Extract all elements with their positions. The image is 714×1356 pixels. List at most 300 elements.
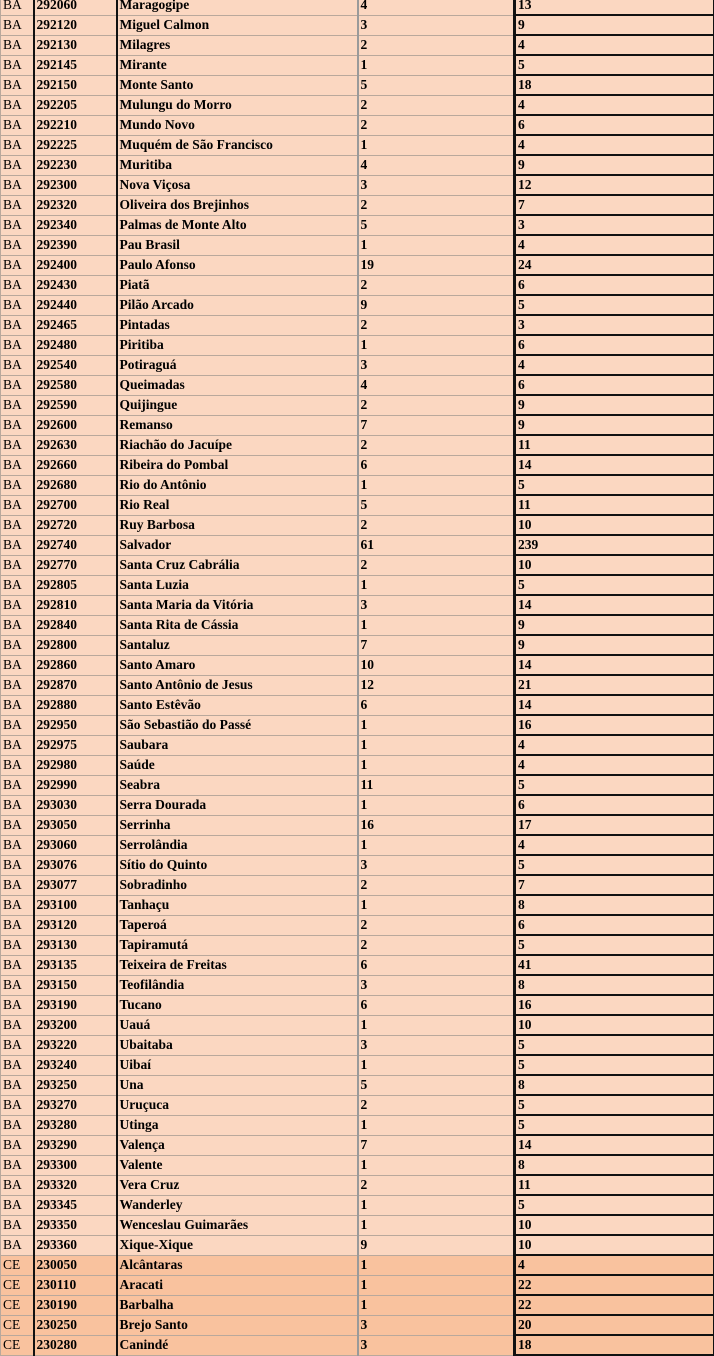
cell-municipality-code[interactable]: 293190 [34,995,117,1015]
cell-state[interactable]: BA [1,35,34,55]
cell-value-a[interactable]: 2 [358,1175,515,1195]
cell-value-a[interactable]: 1 [358,1195,515,1215]
cell-value-a[interactable]: 5 [358,75,515,95]
cell-municipality-code[interactable]: 293076 [34,855,117,875]
cell-municipality-name[interactable]: Taperoá [117,915,358,935]
cell-municipality-code[interactable]: 230110 [34,1275,117,1295]
cell-state[interactable]: BA [1,855,34,875]
cell-state[interactable]: BA [1,255,34,275]
cell-value-a[interactable]: 10 [358,655,515,675]
cell-municipality-code[interactable]: 293130 [34,935,117,955]
cell-value-b[interactable]: 7 [515,875,714,895]
cell-state[interactable]: BA [1,995,34,1015]
cell-value-a[interactable]: 1 [358,755,515,775]
cell-value-a[interactable]: 3 [358,1035,515,1055]
cell-municipality-code[interactable]: 293290 [34,1135,117,1155]
cell-value-a[interactable]: 2 [358,315,515,335]
cell-value-a[interactable]: 2 [358,35,515,55]
cell-state[interactable]: BA [1,355,34,375]
cell-municipality-name[interactable]: Tucano [117,995,358,1015]
cell-value-a[interactable]: 7 [358,1135,515,1155]
cell-municipality-name[interactable]: Alcântaras [117,1255,358,1275]
cell-value-a[interactable]: 2 [358,875,515,895]
cell-state[interactable]: BA [1,475,34,495]
cell-state[interactable]: BA [1,615,34,635]
cell-municipality-name[interactable]: Piritiba [117,335,358,355]
cell-municipality-name[interactable]: Sobradinho [117,875,358,895]
cell-municipality-name[interactable]: Sítio do Quinto [117,855,358,875]
cell-state[interactable]: BA [1,1075,34,1095]
cell-value-b[interactable]: 8 [515,975,714,995]
cell-state[interactable]: BA [1,695,34,715]
cell-state[interactable]: BA [1,775,34,795]
cell-state[interactable]: BA [1,455,34,475]
cell-value-a[interactable]: 1 [358,235,515,255]
cell-state[interactable]: BA [1,275,34,295]
cell-municipality-name[interactable]: Una [117,1075,358,1095]
cell-value-b[interactable]: 11 [515,495,714,515]
cell-value-b[interactable]: 5 [515,775,714,795]
cell-value-b[interactable]: 16 [515,995,714,1015]
cell-municipality-name[interactable]: Santaluz [117,635,358,655]
cell-value-a[interactable]: 3 [358,595,515,615]
cell-state[interactable]: BA [1,975,34,995]
cell-municipality-name[interactable]: Pau Brasil [117,235,358,255]
cell-value-a[interactable]: 6 [358,955,515,975]
cell-state[interactable]: BA [1,295,34,315]
cell-state[interactable]: BA [1,235,34,255]
cell-state[interactable]: BA [1,795,34,815]
cell-municipality-name[interactable]: Nova Viçosa [117,175,358,195]
cell-value-a[interactable]: 7 [358,415,515,435]
cell-state[interactable]: BA [1,195,34,215]
cell-state[interactable]: BA [1,375,34,395]
cell-value-b[interactable]: 4 [515,235,714,255]
cell-municipality-name[interactable]: Santa Cruz Cabrália [117,555,358,575]
cell-municipality-code[interactable]: 292225 [34,135,117,155]
cell-value-b[interactable]: 10 [515,515,714,535]
cell-municipality-code[interactable]: 292990 [34,775,117,795]
cell-value-b[interactable]: 24 [515,255,714,275]
cell-municipality-code[interactable]: 292440 [34,295,117,315]
cell-municipality-name[interactable]: Muritiba [117,155,358,175]
cell-municipality-name[interactable]: Mulungu do Morro [117,95,358,115]
cell-municipality-code[interactable]: 292210 [34,115,117,135]
cell-state[interactable]: BA [1,895,34,915]
cell-municipality-code[interactable]: 292150 [34,75,117,95]
cell-value-a[interactable]: 3 [358,1335,515,1355]
cell-municipality-name[interactable]: Mundo Novo [117,115,358,135]
cell-value-a[interactable]: 4 [358,375,515,395]
cell-state[interactable]: BA [1,435,34,455]
cell-value-b[interactable]: 7 [515,195,714,215]
cell-state[interactable]: BA [1,875,34,895]
cell-state[interactable]: CE [1,1335,34,1355]
cell-state[interactable]: BA [1,1215,34,1235]
cell-value-b[interactable]: 4 [515,95,714,115]
cell-municipality-code[interactable]: 293077 [34,875,117,895]
cell-state[interactable]: BA [1,655,34,675]
cell-municipality-name[interactable]: Valença [117,1135,358,1155]
cell-value-a[interactable]: 1 [358,335,515,355]
cell-value-a[interactable]: 11 [358,775,515,795]
cell-municipality-code[interactable]: 292840 [34,615,117,635]
cell-value-a[interactable]: 2 [358,935,515,955]
cell-municipality-name[interactable]: Barbalha [117,1295,358,1315]
cell-value-a[interactable]: 1 [358,715,515,735]
cell-municipality-code[interactable]: 293100 [34,895,117,915]
cell-municipality-code[interactable]: 292400 [34,255,117,275]
cell-value-a[interactable]: 3 [358,175,515,195]
cell-municipality-code[interactable]: 230250 [34,1315,117,1335]
cell-municipality-code[interactable]: 293300 [34,1155,117,1175]
cell-value-a[interactable]: 3 [358,855,515,875]
cell-state[interactable]: BA [1,915,34,935]
cell-state[interactable]: BA [1,95,34,115]
cell-value-b[interactable]: 17 [515,815,714,835]
cell-state[interactable]: BA [1,815,34,835]
cell-value-b[interactable]: 14 [515,455,714,475]
cell-municipality-name[interactable]: Aracati [117,1275,358,1295]
cell-value-b[interactable]: 4 [515,1255,714,1275]
cell-value-b[interactable]: 14 [515,695,714,715]
cell-value-b[interactable]: 5 [515,475,714,495]
cell-municipality-name[interactable]: Ruy Barbosa [117,515,358,535]
cell-value-a[interactable]: 2 [358,435,515,455]
cell-state[interactable]: BA [1,935,34,955]
cell-state[interactable]: BA [1,395,34,415]
cell-value-b[interactable]: 4 [515,135,714,155]
cell-value-a[interactable]: 5 [358,1075,515,1095]
cell-value-b[interactable]: 3 [515,215,714,235]
cell-state[interactable]: BA [1,735,34,755]
cell-value-a[interactable]: 1 [358,1215,515,1235]
cell-municipality-code[interactable]: 293360 [34,1235,117,1255]
cell-value-a[interactable]: 1 [358,575,515,595]
cell-municipality-code[interactable]: 292145 [34,55,117,75]
cell-value-b[interactable]: 14 [515,1135,714,1155]
cell-value-b[interactable]: 5 [515,1195,714,1215]
cell-value-a[interactable]: 16 [358,815,515,835]
cell-municipality-name[interactable]: Pilão Arcado [117,295,358,315]
cell-municipality-name[interactable]: Salvador [117,535,358,555]
cell-municipality-name[interactable]: Serrolândia [117,835,358,855]
cell-value-a[interactable]: 9 [358,295,515,315]
cell-value-a[interactable]: 2 [358,515,515,535]
cell-municipality-code[interactable]: 292430 [34,275,117,295]
cell-value-a[interactable]: 3 [358,1315,515,1335]
cell-municipality-name[interactable]: Uauá [117,1015,358,1035]
cell-value-b[interactable]: 4 [515,735,714,755]
cell-municipality-name[interactable]: Brejo Santo [117,1315,358,1335]
cell-municipality-code[interactable]: 292950 [34,715,117,735]
cell-municipality-name[interactable]: Santo Estêvão [117,695,358,715]
cell-value-b[interactable]: 14 [515,655,714,675]
cell-value-b[interactable]: 41 [515,955,714,975]
cell-value-a[interactable]: 1 [358,615,515,635]
cell-municipality-name[interactable]: Mirante [117,55,358,75]
cell-state[interactable]: BA [1,155,34,175]
cell-municipality-code[interactable]: 293270 [34,1095,117,1115]
cell-municipality-name[interactable]: Queimadas [117,375,358,395]
cell-municipality-code[interactable]: 292870 [34,675,117,695]
cell-state[interactable]: BA [1,1015,34,1035]
cell-state[interactable]: BA [1,335,34,355]
cell-municipality-code[interactable]: 292660 [34,455,117,475]
cell-municipality-name[interactable]: Rio do Antônio [117,475,358,495]
cell-state[interactable]: BA [1,415,34,435]
cell-value-b[interactable]: 4 [515,755,714,775]
cell-value-b[interactable]: 6 [515,915,714,935]
cell-municipality-code[interactable]: 292975 [34,735,117,755]
cell-state[interactable]: BA [1,635,34,655]
cell-state[interactable]: BA [1,515,34,535]
cell-value-a[interactable]: 1 [358,1295,515,1315]
cell-municipality-code[interactable]: 293250 [34,1075,117,1095]
cell-value-b[interactable]: 3 [515,315,714,335]
cell-municipality-code[interactable]: 292740 [34,535,117,555]
cell-value-a[interactable]: 4 [358,0,515,15]
cell-state[interactable]: BA [1,715,34,735]
cell-state[interactable]: BA [1,1195,34,1215]
cell-value-a[interactable]: 7 [358,635,515,655]
cell-municipality-code[interactable]: 292720 [34,515,117,535]
cell-municipality-code[interactable]: 230190 [34,1295,117,1315]
cell-municipality-code[interactable]: 293135 [34,955,117,975]
cell-municipality-name[interactable]: Santo Antônio de Jesus [117,675,358,695]
cell-value-a[interactable]: 1 [358,1255,515,1275]
cell-value-b[interactable]: 9 [515,15,714,35]
cell-state[interactable]: BA [1,555,34,575]
cell-state[interactable]: BA [1,55,34,75]
cell-state[interactable]: CE [1,1275,34,1295]
cell-municipality-name[interactable]: Rio Real [117,495,358,515]
cell-municipality-name[interactable]: Milagres [117,35,358,55]
cell-municipality-name[interactable]: Valente [117,1155,358,1175]
cell-value-b[interactable]: 9 [515,635,714,655]
cell-value-b[interactable]: 5 [515,1035,714,1055]
cell-state[interactable]: BA [1,1135,34,1155]
cell-municipality-name[interactable]: Riachão do Jacuípe [117,435,358,455]
cell-municipality-code[interactable]: 292860 [34,655,117,675]
cell-value-a[interactable]: 2 [358,195,515,215]
cell-value-b[interactable]: 11 [515,1175,714,1195]
cell-municipality-name[interactable]: Wanderley [117,1195,358,1215]
cell-value-a[interactable]: 1 [358,795,515,815]
cell-municipality-name[interactable]: Canindé [117,1335,358,1355]
cell-value-a[interactable]: 9 [358,1235,515,1255]
cell-state[interactable]: BA [1,495,34,515]
cell-municipality-name[interactable]: Tapiramutá [117,935,358,955]
cell-municipality-name[interactable]: São Sebastião do Passé [117,715,358,735]
cell-value-b[interactable]: 8 [515,895,714,915]
cell-value-a[interactable]: 3 [358,355,515,375]
cell-municipality-name[interactable]: Santa Maria da Vitória [117,595,358,615]
cell-state[interactable]: BA [1,1055,34,1075]
cell-value-b[interactable]: 6 [515,375,714,395]
cell-state[interactable]: BA [1,835,34,855]
cell-value-b[interactable]: 4 [515,35,714,55]
cell-municipality-code[interactable]: 292700 [34,495,117,515]
cell-municipality-name[interactable]: Saubara [117,735,358,755]
cell-state[interactable]: BA [1,595,34,615]
cell-municipality-name[interactable]: Serrinha [117,815,358,835]
cell-value-b[interactable]: 8 [515,1075,714,1095]
cell-value-a[interactable]: 6 [358,455,515,475]
cell-municipality-code[interactable]: 230050 [34,1255,117,1275]
cell-state[interactable]: BA [1,15,34,35]
cell-value-b[interactable]: 5 [515,295,714,315]
cell-value-b[interactable]: 5 [515,1115,714,1135]
cell-value-a[interactable]: 61 [358,535,515,555]
cell-state[interactable]: BA [1,1115,34,1135]
cell-value-b[interactable]: 11 [515,435,714,455]
cell-value-b[interactable]: 4 [515,835,714,855]
cell-municipality-code[interactable]: 293345 [34,1195,117,1215]
cell-municipality-name[interactable]: Ribeira do Pombal [117,455,358,475]
cell-value-b[interactable]: 9 [515,395,714,415]
cell-value-b[interactable]: 14 [515,595,714,615]
cell-value-a[interactable]: 3 [358,15,515,35]
cell-value-a[interactable]: 4 [358,155,515,175]
cell-municipality-code[interactable]: 292120 [34,15,117,35]
cell-value-a[interactable]: 2 [358,95,515,115]
cell-municipality-code[interactable]: 292390 [34,235,117,255]
cell-municipality-code[interactable]: 292980 [34,755,117,775]
cell-municipality-name[interactable]: Tanhaçu [117,895,358,915]
cell-value-a[interactable]: 5 [358,215,515,235]
cell-municipality-name[interactable]: Uibaí [117,1055,358,1075]
cell-municipality-code[interactable]: 293200 [34,1015,117,1035]
cell-value-b[interactable]: 10 [515,555,714,575]
cell-state[interactable]: BA [1,0,34,15]
cell-state[interactable]: CE [1,1295,34,1315]
cell-state[interactable]: BA [1,175,34,195]
cell-value-a[interactable]: 1 [358,1015,515,1035]
cell-value-b[interactable]: 13 [515,0,714,15]
cell-municipality-code[interactable]: 292580 [34,375,117,395]
cell-value-a[interactable]: 1 [358,735,515,755]
cell-value-b[interactable]: 5 [515,1095,714,1115]
cell-municipality-code[interactable]: 230280 [34,1335,117,1355]
cell-municipality-name[interactable]: Oliveira dos Brejinhos [117,195,358,215]
cell-municipality-name[interactable]: Santa Rita de Cássia [117,615,358,635]
cell-municipality-code[interactable]: 293050 [34,815,117,835]
cell-municipality-name[interactable]: Remanso [117,415,358,435]
cell-value-b[interactable]: 239 [515,535,714,555]
cell-value-a[interactable]: 1 [358,835,515,855]
cell-municipality-name[interactable]: Miguel Calmon [117,15,358,35]
cell-value-b[interactable]: 5 [515,855,714,875]
cell-municipality-name[interactable]: Seabra [117,775,358,795]
cell-municipality-name[interactable]: Ubaitaba [117,1035,358,1055]
cell-state[interactable]: BA [1,675,34,695]
cell-municipality-name[interactable]: Wenceslau Guimarães [117,1215,358,1235]
cell-value-b[interactable]: 22 [515,1275,714,1295]
cell-municipality-code[interactable]: 293320 [34,1175,117,1195]
cell-municipality-name[interactable]: Potiraguá [117,355,358,375]
cell-value-b[interactable]: 18 [515,1335,714,1355]
cell-municipality-name[interactable]: Pintadas [117,315,358,335]
cell-value-b[interactable]: 5 [515,55,714,75]
cell-value-b[interactable]: 10 [515,1235,714,1255]
cell-value-a[interactable]: 1 [358,1115,515,1135]
cell-state[interactable]: BA [1,135,34,155]
cell-value-a[interactable]: 2 [358,1095,515,1115]
cell-municipality-code[interactable]: 292130 [34,35,117,55]
cell-value-b[interactable]: 22 [515,1295,714,1315]
cell-value-a[interactable]: 1 [358,1055,515,1075]
cell-municipality-name[interactable]: Palmas de Monte Alto [117,215,358,235]
cell-municipality-code[interactable]: 292880 [34,695,117,715]
cell-value-a[interactable]: 1 [358,1155,515,1175]
cell-state[interactable]: CE [1,1315,34,1335]
cell-municipality-code[interactable]: 292320 [34,195,117,215]
cell-value-a[interactable]: 12 [358,675,515,695]
cell-value-b[interactable]: 5 [515,935,714,955]
cell-value-b[interactable]: 10 [515,1015,714,1035]
cell-municipality-code[interactable]: 292230 [34,155,117,175]
cell-municipality-code[interactable]: 292205 [34,95,117,115]
cell-state[interactable]: BA [1,75,34,95]
cell-municipality-code[interactable]: 293280 [34,1115,117,1135]
cell-value-b[interactable]: 6 [515,115,714,135]
cell-municipality-code[interactable]: 292465 [34,315,117,335]
cell-state[interactable]: BA [1,115,34,135]
cell-municipality-name[interactable]: Teofilândia [117,975,358,995]
cell-value-b[interactable]: 5 [515,1055,714,1075]
cell-municipality-name[interactable]: Muquém de São Francisco [117,135,358,155]
cell-state[interactable]: BA [1,955,34,975]
cell-municipality-name[interactable]: Teixeira de Freitas [117,955,358,975]
cell-municipality-code[interactable]: 293150 [34,975,117,995]
cell-municipality-name[interactable]: Maragogipe [117,0,358,15]
cell-state[interactable]: BA [1,1175,34,1195]
cell-state[interactable]: BA [1,1035,34,1055]
cell-value-a[interactable]: 2 [358,915,515,935]
cell-municipality-code[interactable]: 293240 [34,1055,117,1075]
cell-municipality-name[interactable]: Quijingue [117,395,358,415]
cell-municipality-code[interactable]: 292810 [34,595,117,615]
cell-municipality-code[interactable]: 293120 [34,915,117,935]
cell-municipality-code[interactable]: 292770 [34,555,117,575]
cell-state[interactable]: BA [1,575,34,595]
cell-value-a[interactable]: 5 [358,495,515,515]
cell-municipality-code[interactable]: 292630 [34,435,117,455]
cell-municipality-code[interactable]: 292480 [34,335,117,355]
cell-municipality-name[interactable]: Santa Luzia [117,575,358,595]
cell-value-a[interactable]: 2 [358,395,515,415]
cell-state[interactable]: CE [1,1255,34,1275]
cell-municipality-name[interactable]: Saúde [117,755,358,775]
cell-municipality-code[interactable]: 292800 [34,635,117,655]
cell-municipality-name[interactable]: Piatã [117,275,358,295]
cell-value-a[interactable]: 2 [358,555,515,575]
cell-value-a[interactable]: 3 [358,975,515,995]
cell-municipality-code[interactable]: 293030 [34,795,117,815]
cell-state[interactable]: BA [1,1235,34,1255]
cell-state[interactable]: BA [1,535,34,555]
cell-municipality-name[interactable]: Santo Amaro [117,655,358,675]
cell-value-a[interactable]: 2 [358,115,515,135]
cell-value-a[interactable]: 2 [358,275,515,295]
cell-value-b[interactable]: 8 [515,1155,714,1175]
cell-value-b[interactable]: 16 [515,715,714,735]
cell-municipality-name[interactable]: Xique-Xique [117,1235,358,1255]
cell-municipality-code[interactable]: 292340 [34,215,117,235]
cell-value-b[interactable]: 12 [515,175,714,195]
cell-value-b[interactable]: 9 [515,415,714,435]
